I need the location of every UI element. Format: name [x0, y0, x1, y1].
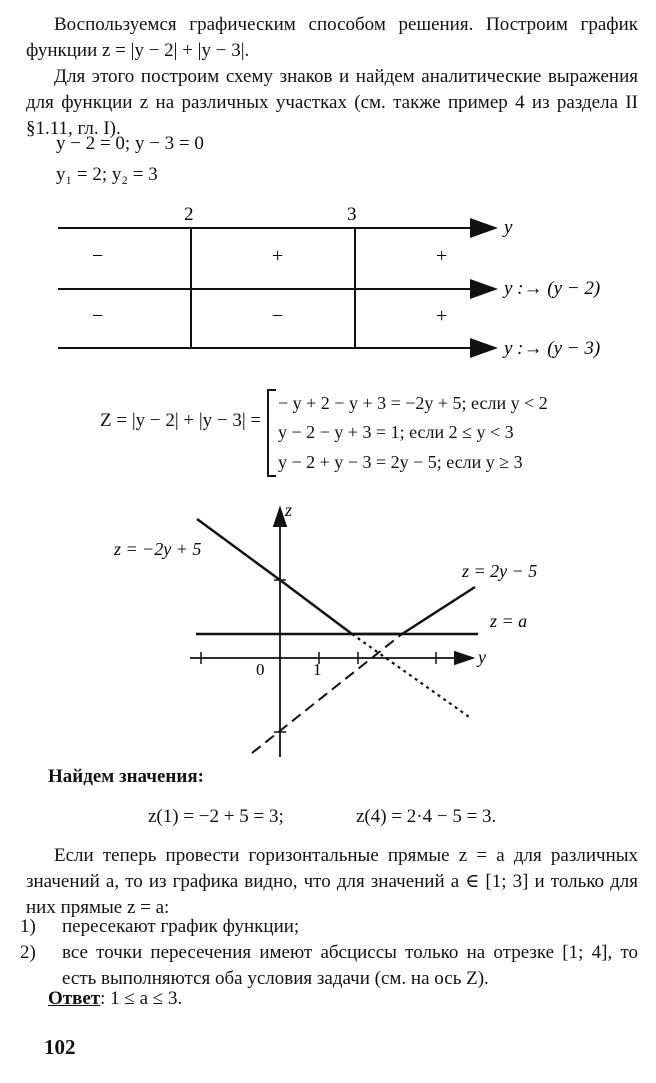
scheme-tick-2: 2 [184, 204, 194, 225]
graph-tick-0: 0 [256, 660, 265, 679]
function-graph [0, 495, 656, 765]
graph-line-dashed [252, 634, 402, 753]
graph-function-solid [197, 519, 475, 634]
scheme-row1-label: y :→ (y − 2) [504, 278, 601, 299]
scheme-row2-label: y :→ (y − 3) [504, 338, 601, 359]
page-number: 102 [44, 1035, 76, 1059]
list-item-2-number: 2) [20, 942, 36, 963]
list-item-1-text: пересекают график функции; [62, 916, 300, 937]
find-values-heading: Найдем значения: [48, 766, 204, 787]
graph-line-dotted [352, 634, 472, 719]
graph-tick-1: 1 [313, 660, 322, 679]
paragraph-scheme: Для этого построим схему знаков и найдем аналитические выражения для функции z на различных участках (см. также пример 4 из раздела II §1.11, гл. I). [26, 66, 638, 139]
list-item-2-text: все точки пересечения имеют абсциссы только на отрезке [1; 4], то есть выполняются оба условия задачи (см. на ось Z). [62, 942, 638, 989]
scheme-row1-sign-1: − [92, 245, 104, 267]
graph-label-right-line: z = 2y − 5 [462, 561, 538, 581]
scheme-tick-3: 3 [347, 204, 357, 225]
system-case-3: y − 2 + y − 3 = 2y − 5; если y ≥ 3 [278, 452, 523, 472]
graph-label-left-line: z = −2y + 5 [114, 539, 202, 559]
scheme-row1-sign-2: + [272, 245, 284, 267]
answer-label: Ответ [48, 988, 101, 1009]
list-item-1-number: 1) [20, 916, 36, 937]
system-bracket [264, 388, 278, 478]
scheme-row2-sign-3: + [436, 305, 448, 327]
system-case-1: − y + 2 − y + 3 = −2y + 5; если y < 2 [278, 393, 548, 413]
system-case-2: y − 2 − y + 3 = 1; если 2 ≤ y < 3 [278, 422, 514, 442]
scheme-axis-label: y [504, 217, 513, 238]
paragraph-conclusion: Если теперь провести горизонтальные прямые z = a для различных значений a, то из графика видно, что для значений a ∈ [1; 3] и только для них прямые z = a: [26, 845, 638, 918]
equation-zeros: y − 2 = 0; y − 3 = 0 [56, 133, 204, 154]
value-z4: z(4) = 2·4 − 5 = 3. [356, 806, 497, 827]
value-z1: z(1) = −2 + 5 = 3; [148, 806, 284, 827]
sign-scheme-diagram [0, 200, 656, 365]
graph-z-axis-label: z [285, 500, 293, 520]
graph-y-axis-label: y [478, 647, 486, 667]
answer-text: : 1 ≤ a ≤ 3. [100, 988, 183, 1009]
scheme-row1-sign-3: + [436, 245, 448, 267]
scheme-row2-sign-1: − [92, 305, 104, 327]
answer-line [48, 988, 182, 1010]
equation-roots: y₁ = 2; y₂ = 3 [56, 164, 158, 185]
paragraph-intro: Воспользуемся графическим способом решения. Построим график функции z = |y − 2| + |y − 3|. [26, 14, 638, 61]
scheme-row2-sign-2: − [272, 305, 284, 327]
system-lhs: Z = |y − 2| + |y − 3| = [100, 410, 262, 431]
graph-label-a: z = a [490, 611, 528, 631]
